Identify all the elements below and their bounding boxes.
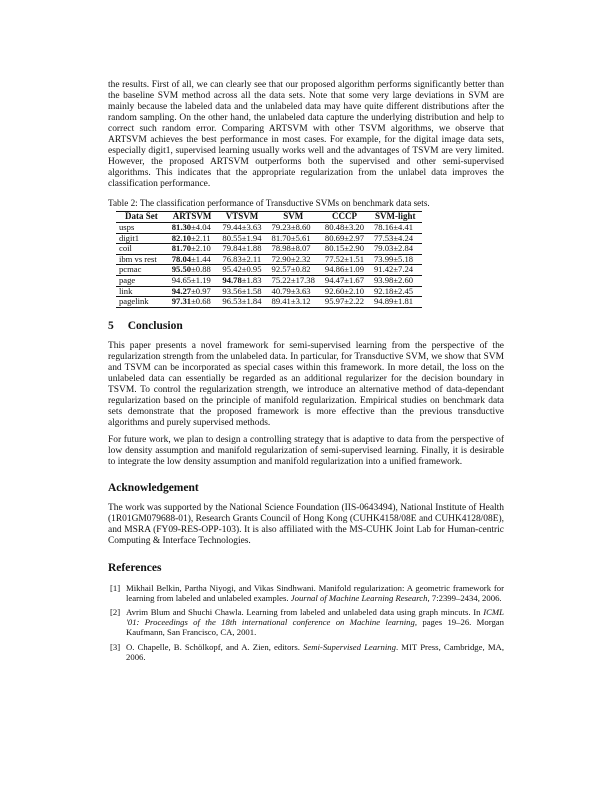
reference-item (108, 583, 504, 603)
results-table (116, 211, 422, 307)
table-row (116, 244, 422, 255)
dataset-cell: page (116, 276, 167, 287)
results-paragraph: the results. First of all, we can clearly see that our proposed algorithm performs significantly better than the baseline SVM method across all the data sets. Note that some very large deviations in SVM are mainly because the labeled data and the unlabeled data may have quite different distributions after the random sampling. On the other hand, the unlabeled data capture the underlying distribution and help to correct such random error. Comparing ARTSVM with other TSVM algorithms, we observe that ARTSVM achieves the best performance in most cases. For example, for the digital image data sets, especially digit1, supervised learning usually works well and the advantages of TSVM are very limited. However, the proposed ARTSVM outperforms both the supervised and other semi-supervised algorithms. This indicates that the appropriate regularization from the unlabel data improves the classification performance. (108, 80, 504, 190)
dataset-cell: link (116, 286, 167, 297)
reference-list (108, 583, 504, 662)
reference-item (108, 642, 504, 662)
column-header: CCCP (320, 212, 369, 223)
table-header-row (116, 212, 422, 223)
reference-venue: Semi-Supervised Learning (303, 641, 396, 652)
table-cell: 81.70±2.10 (167, 244, 218, 255)
reference-item (108, 607, 504, 638)
table-cell: 95.50±0.88 (167, 265, 218, 276)
table-cell: 79.44±3.63 (217, 223, 266, 234)
table-cell: 75.22±17.38 (267, 276, 320, 287)
reference-venue: Journal of Machine Learning Research (290, 592, 428, 603)
conclusion-paragraph-2: For future work, we plan to design a controlling strategy that is adaptive to data from the perspective of low density assumption and manifold regularization of semi-supervised learning. Finally, it is desirable to integrate the low density assumption and manifold regularization into a unified framework. (108, 435, 504, 468)
table-cell: 78.04±1.44 (167, 254, 218, 265)
table-cell: 95.42±0.95 (217, 265, 266, 276)
reference-authors-title: Mikhail Belkin, Partha Niyogi, and Vikas Sindhwani. Manifold regularization: A geometric framework for learning from labeled and unlabeled examples. (126, 582, 504, 603)
table-caption: Table 2: The classification performance of Transductive SVMs on benchmark data sets. (108, 198, 430, 209)
paper-page (108, 80, 504, 666)
table-cell: 81.70±5.61 (267, 233, 320, 244)
table-row (116, 233, 422, 244)
table-cell: 93.98±2.60 (369, 276, 422, 287)
section-title: Conclusion (127, 319, 183, 332)
table-cell: 92.57±0.82 (267, 265, 320, 276)
table-cell: 94.86±1.09 (320, 265, 369, 276)
column-header: ARTSVM (167, 212, 218, 223)
table-cell: 94.89±1.81 (369, 297, 422, 308)
table-cell: 80.55±1.94 (217, 233, 266, 244)
table-cell: 80.15±2.90 (320, 244, 369, 255)
reference-label: [3] (110, 641, 121, 652)
table-cell: 82.10±2.11 (167, 233, 218, 244)
table-cell: 81.30±4.04 (167, 223, 218, 234)
column-header: SVM (267, 212, 320, 223)
table-cell: 89.41±3.12 (267, 297, 320, 308)
reference-details: , 7:2399–2434, 2006. (427, 592, 502, 603)
table-body (116, 223, 422, 308)
reference-authors-title: O. Chapelle, B. Schölkopf, and A. Zien, editors. (126, 641, 304, 652)
table-cell: 96.53±1.84 (217, 297, 266, 308)
table-row (116, 265, 422, 276)
table-row (116, 254, 422, 265)
table-cell: 94.47±1.67 (320, 276, 369, 287)
dataset-cell: pagelink (116, 297, 167, 308)
references-heading: References (108, 561, 162, 574)
table-cell: 91.42±7.24 (369, 265, 422, 276)
table-row (116, 276, 422, 287)
column-header: Data Set (116, 212, 167, 223)
acknowledgement-heading: Acknowledgement (108, 482, 199, 495)
table-cell: 73.99±5.18 (369, 254, 422, 265)
table-cell: 94.78±1.83 (217, 276, 266, 287)
table-cell: 79.84±1.88 (217, 244, 266, 255)
table-cell: 78.98±8.07 (267, 244, 320, 255)
table-row (116, 286, 422, 297)
dataset-cell: pcmac (116, 265, 167, 276)
reference-label: [1] (110, 582, 121, 593)
conclusion-paragraph-1: This paper presents a novel framework for semi-supervised learning from the perspective of the regularization strength from the unlabeled data. In particular, for Transductive SVM, we show that SVM and TSVM can be incorporated as special cases within this framework. In more detail, the loss on the unlabeled data can essentially be regarded as an additional regularizer for the decision boundary in TSVM. To control the regularization strength, we introduce an alternative method of data-dependant regularization based on the principle of manifold regularization. Empirical studies on benchmark data sets demonstrate that the proposed framework is more effective than the previous transductive algorithms and purely supervised methods. (108, 340, 504, 429)
reference-details: . MIT Press, Cambridge, MA, 2006. (126, 641, 505, 662)
dataset-cell: digit1 (116, 233, 167, 244)
section-heading-conclusion (108, 320, 504, 332)
table-cell: 79.03±2.84 (369, 244, 422, 255)
column-header: VTSVM (217, 212, 266, 223)
table-cell: 94.65±1.19 (167, 276, 218, 287)
reference-details: , pages 19–26. Morgan Kaufmann, San Francisco, CA, 2001. (126, 617, 504, 638)
section-number: 5 (108, 319, 114, 332)
table-cell: 77.53±4.24 (369, 233, 422, 244)
table-cell: 40.79±3.63 (267, 286, 320, 297)
table-cell: 78.16±4.41 (369, 223, 422, 234)
table-row (116, 223, 422, 234)
table-cell: 95.97±2.22 (320, 297, 369, 308)
table-cell: 97.31±0.68 (167, 297, 218, 308)
table-cell: 76.83±2.11 (217, 254, 266, 265)
reference-authors-title: Avrim Blum and Shuchi Chawla. Learning from labeled and unlabeled data using graph mincuts. In (126, 606, 484, 617)
table-cell: 80.48±3.20 (320, 223, 369, 234)
dataset-cell: coil (116, 244, 167, 255)
table-cell: 79.23±8.60 (267, 223, 320, 234)
reference-venue: ICML '01: Proceedings of the 18th international conference on Machine learning (126, 606, 504, 628)
table-cell: 92.60±2.10 (320, 286, 369, 297)
table-cell: 72.90±2.32 (267, 254, 320, 265)
table-cell: 80.69±2.97 (320, 233, 369, 244)
table-cell: 94.27±0.97 (167, 286, 218, 297)
reference-label: [2] (110, 606, 121, 617)
dataset-cell: ibm vs rest (116, 254, 167, 265)
table-cell: 92.18±2.45 (369, 286, 422, 297)
table-row (116, 297, 422, 308)
acknowledgement-paragraph: The work was supported by the National Science Foundation (IIS-0643494), National Institute of Health (1R01GM079688-01), Research Grants Council of Hong Kong (CUHK4158/08E and CUHK4128/08E), and MSRA (FY09-RES-OPP-103). It is also affiliated with the MS-CUHK Joint Lab for Human-centric Computing & Interface Technologies. (108, 503, 504, 547)
table-cell: 77.52±1.51 (320, 254, 369, 265)
table-cell: 93.56±1.58 (217, 286, 266, 297)
column-header: SVM-light (369, 212, 422, 223)
dataset-cell: usps (116, 223, 167, 234)
